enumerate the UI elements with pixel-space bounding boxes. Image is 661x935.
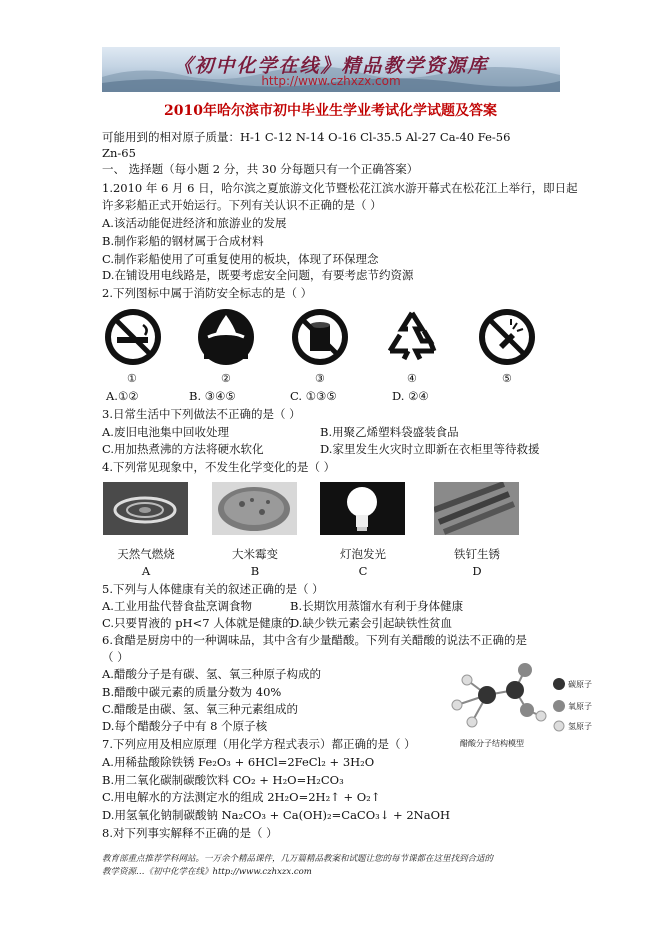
q6-option-c: C.醋酸是由碳、氢、氧三种元素组成的: [102, 702, 299, 716]
lit-bulb-photo: [320, 482, 405, 535]
q1-option-c: C.制作彩船使用了可重复使用的板块，体现了环保理念: [102, 252, 379, 266]
icon-label-2: ②: [221, 372, 231, 385]
q2-option-b: B. ③④⑤: [189, 389, 236, 403]
q4-caption-d: 铁钉生锈: [454, 547, 500, 561]
q7-option-c: C.用电解水的方法测定水的组成 2H₂O=2H₂↑ + O₂↑: [102, 790, 381, 804]
q7-option-b: B.用二氧化碳制碳酸饮料 CO₂ + H₂O=H₂CO₃: [102, 773, 344, 787]
q3-stem: 3.日常生活中下列做法不正确的是（ ）: [102, 407, 301, 421]
q4-letter-b: B: [250, 564, 260, 578]
nails-icon: [434, 482, 519, 535]
q2-option-c: C. ①③⑤: [290, 389, 337, 403]
page-title: 2010年哈尔滨市初中毕业生学业考试化学试题及答案: [164, 103, 497, 119]
icon-label-4: ④: [407, 372, 417, 385]
moldy-rice-photo: [212, 482, 297, 535]
light-bulb-icon: [320, 482, 405, 535]
q6-option-a: A.醋酸分子是有碳、氢、氧三种原子构成的: [102, 667, 321, 681]
q1-option-a: A.该活动能促进经济和旅游业的发展: [102, 216, 287, 230]
atomic-mass-line: 可能用到的相对原子质量：H-1 C-12 N-14 O-16 Cl-35.5 Al-27 Ca-40 Fe-56: [102, 130, 511, 144]
q6-stem-2: （ ）: [102, 650, 129, 664]
legend-oxygen: 氧原子: [568, 702, 592, 711]
q2-stem: 2.下列图标中属于消防安全标志的是（ ）: [102, 286, 313, 300]
no-toxic-dumping-icon: [290, 307, 350, 367]
gas-flame-icon: [103, 482, 188, 535]
q1-stem-2: 许多彩船正式开始运行。下列有关认识不正确的是（ ）: [102, 198, 382, 212]
q4-letter-a: A: [141, 564, 151, 578]
q4-letter-d: D: [472, 564, 482, 578]
no-fireworks-icon: [477, 307, 537, 367]
icon-label-1: ①: [127, 372, 137, 385]
recycle-icon: [382, 307, 442, 367]
q6-option-b: B.醋酸中碳元素的质量分数为 40%: [102, 685, 282, 699]
q4-letter-c: C: [358, 564, 368, 578]
q5-option-d: D.缺少铁元素会引起缺铁性贫血: [290, 616, 452, 630]
q4-caption-c: 灯泡发光: [340, 547, 386, 561]
model-caption: 醋酸分子结构模型: [460, 739, 524, 748]
footer-line-2[interactable]: 教学资源…《初中化学在线》http://www.czhxzx.com: [102, 867, 312, 877]
q5-option-c: C.只要胃液的 pH<7 人体就是健康的: [102, 616, 294, 630]
no-smoking-icon: [103, 307, 163, 367]
q3-option-a: A.废旧电池集中回收处理: [102, 425, 229, 439]
q2-option-d: D. ②④: [392, 389, 429, 403]
q8-stem: 8.对下列事实解释不正确的是（ ）: [102, 826, 278, 840]
gas-burner-photo: [103, 482, 188, 535]
q6-option-d: D.每个醋酸分子中有 8 个原子核: [102, 719, 268, 733]
q5-stem: 5.下列与人体健康有关的叙述正确的是（ ）: [102, 582, 324, 596]
q4-caption-a: 天然气燃烧: [117, 547, 175, 561]
q1-stem: 1.2010 年 6 月 6 日，哈尔滨之夏旅游文化节暨松花江滨水游开幕式在松花江上举行，即日起: [102, 181, 578, 195]
footer-line-1: 教育部重点推荐学科网站。一万余个精品课件，几万篇精品教案和试题让您的每节课都在这里找到合适的: [102, 854, 494, 864]
q7-stem: 7.下列应用及相应原理（用化学方程式表示）都正确的是（ ）: [102, 737, 416, 751]
icon-label-5: ⑤: [502, 372, 512, 385]
banner-title: 《初中化学在线》精品教学资源库: [173, 55, 489, 77]
legend-hydrogen: 氢原子: [568, 722, 592, 731]
q5-option-a: A.工业用盐代替食盐烹调食物: [102, 599, 252, 613]
atomic-mass-line-2: Zn-65: [102, 146, 136, 160]
banner-url[interactable]: http://www.czhxzx.com: [261, 74, 401, 88]
legend-carbon: 碳原子: [568, 680, 592, 689]
q3-option-d: D.家里发生火灾时立即新在衣柜里等待救援: [320, 442, 540, 456]
rusty-nails-photo: [434, 482, 519, 535]
q4-caption-b: 大米霉变: [232, 547, 278, 561]
rice-bowl-icon: [212, 482, 297, 535]
q5-option-b: B.长期饮用蒸馏水有利于身体健康: [290, 599, 464, 613]
q1-option-b: B.制作彩船的钢材属于合成材料: [102, 234, 264, 248]
icon-label-3: ③: [315, 372, 325, 385]
water-drop-icon: [196, 307, 256, 367]
q6-stem: 6.食醋是厨房中的一种调味品，其中含有少量醋酸。下列有关醋酸的说法不正确的是: [102, 633, 527, 647]
header-banner: [102, 47, 560, 92]
q4-stem: 4.下列常见现象中，不发生化学变化的是（ ）: [102, 460, 336, 474]
q2-option-a: A.①②: [106, 389, 139, 403]
q3-option-b: B.用聚乙烯塑料袋盛装食品: [320, 425, 459, 439]
q7-option-d: D.用氢氧化钠制碳酸钠 Na₂CO₃ + Ca(OH)₂=CaCO₃↓ + 2NaOH: [102, 808, 451, 822]
q7-option-a: A.用稀盐酸除铁锈 Fe₂O₃ + 6HCl=2FeCl₂ + 3H₂O: [102, 755, 375, 769]
q1-option-d: D.在铺设用电线路是，既要考虑安全问题，有要考虑节约资源: [102, 268, 414, 282]
footer: [102, 853, 562, 879]
section-heading: 一、 选择题（每小题 2 分，共 30 分每题只有一个正确答案）: [102, 162, 419, 176]
q3-option-c: C.用加热煮沸的方法将硬水软化: [102, 442, 264, 456]
